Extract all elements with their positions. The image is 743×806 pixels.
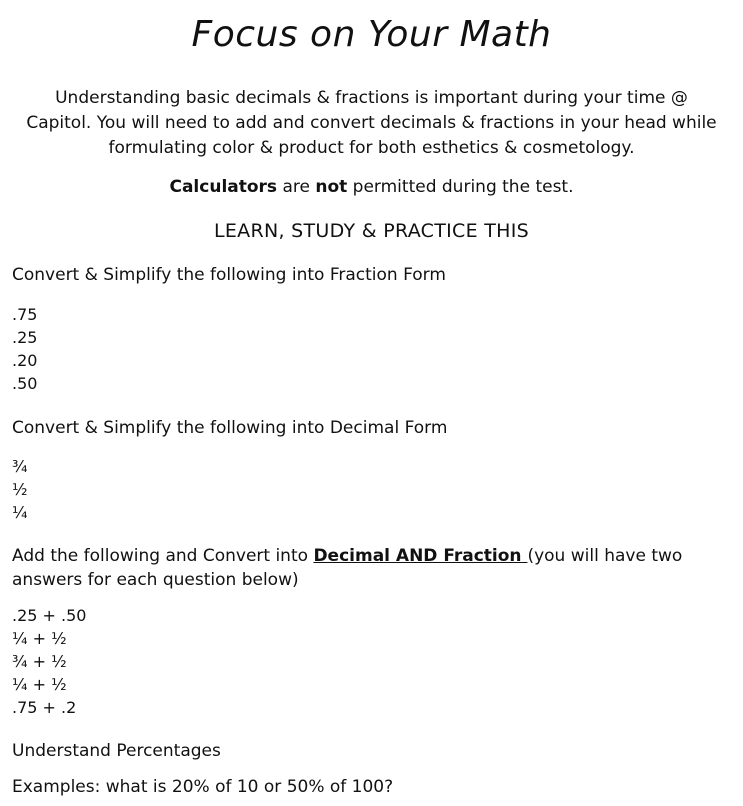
list-item: ¼ + ½ bbox=[12, 675, 67, 694]
list-item: .25 + .50 bbox=[12, 606, 87, 625]
page-title: Focus on Your Math bbox=[191, 14, 552, 55]
notice-text-are: are bbox=[277, 177, 316, 197]
fraction-form-heading: Convert & Simplify the following into Fraction Form bbox=[12, 265, 446, 285]
list-item: .75 bbox=[12, 305, 38, 324]
decimal-form-list bbox=[12, 455, 28, 524]
notice-text-permitted: permitted during the test. bbox=[347, 177, 574, 197]
add-convert-heading bbox=[12, 544, 712, 592]
list-item: .50 bbox=[12, 374, 38, 393]
notice-bold-calculators: Calculators bbox=[169, 177, 278, 197]
list-item: ¼ bbox=[12, 503, 28, 522]
list-item: ½ bbox=[12, 480, 28, 499]
decimal-form-heading: Convert & Simplify the following into Decimal Form bbox=[12, 418, 448, 438]
notice-bold-not: not bbox=[315, 177, 348, 197]
list-item: .20 bbox=[12, 351, 38, 370]
add-convert-heading-emphasis: Decimal AND Fraction bbox=[313, 546, 528, 566]
list-item: .25 bbox=[12, 328, 38, 347]
list-item: ¼ + ½ bbox=[12, 629, 67, 648]
add-convert-heading-pre: Add the following and Convert into bbox=[12, 546, 314, 566]
percentages-example: Examples: what is 20% of 10 or 50% of 100? bbox=[12, 777, 394, 797]
list-item: .75 + .2 bbox=[12, 698, 77, 717]
add-convert-list bbox=[12, 604, 86, 719]
list-item: ¾ bbox=[12, 457, 28, 476]
calculator-notice bbox=[0, 177, 743, 197]
fraction-form-list bbox=[12, 303, 37, 395]
intro-paragraph: Understanding basic decimals & fractions is important during your time @ Capitol. You will need to add and convert decimals & fractions in your head while formulating color & product for both esthetics & cosmetology. bbox=[26, 88, 717, 158]
add-convert-heading-post: (you will have two answers for each question below) bbox=[12, 546, 683, 590]
practice-banner: LEARN, STUDY & PRACTICE THIS bbox=[213, 220, 530, 242]
percentages-heading: Understand Percentages bbox=[12, 741, 221, 761]
list-item: ¾ + ½ bbox=[12, 652, 67, 671]
